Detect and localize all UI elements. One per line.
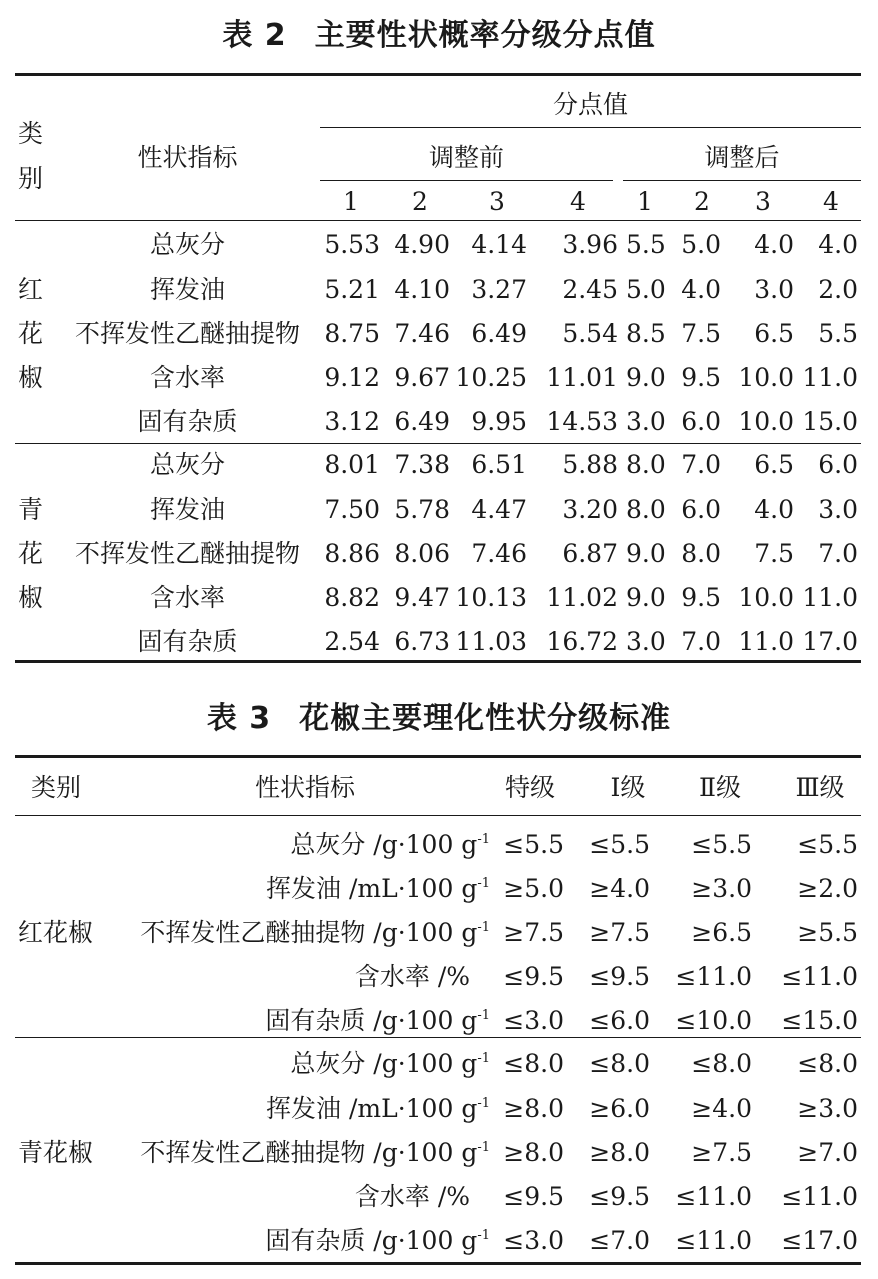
table2-col-number: 1 bbox=[637, 187, 653, 216]
table2-value-cell: 3.20 bbox=[562, 495, 618, 524]
table3-value-cell: ≤3.0 bbox=[503, 1006, 564, 1035]
table2-col-number: 2 bbox=[694, 187, 710, 216]
table2-header-after-rule bbox=[623, 180, 861, 181]
table2-header-before: 调整前 bbox=[428, 143, 504, 172]
table3-value-cell: ≥8.0 bbox=[503, 1094, 564, 1123]
table3-value-cell: ≤10.0 bbox=[675, 1006, 752, 1035]
table2-row-label: 总灰分 bbox=[149, 230, 225, 259]
table2-value-cell: 17.0 bbox=[802, 627, 858, 656]
table2-value-cell: 6.51 bbox=[471, 450, 527, 479]
table2-value-cell: 4.14 bbox=[471, 230, 527, 259]
table3-value-cell: ≥3.0 bbox=[691, 874, 752, 903]
table2-value-cell: 7.5 bbox=[754, 539, 794, 568]
table3-value-cell: ≥2.0 bbox=[797, 874, 858, 903]
table2-value-cell: 6.5 bbox=[754, 450, 794, 479]
table3-value-cell: ≤3.0 bbox=[503, 1226, 564, 1255]
table2-header-after: 调整后 bbox=[704, 143, 780, 172]
table3-caption bbox=[0, 693, 878, 737]
table3-header-cell: 性状指标 bbox=[254, 773, 355, 802]
table2-col-number: 3 bbox=[755, 187, 771, 216]
table3-value-cell: ≤8.0 bbox=[503, 1049, 564, 1078]
table3-row-label bbox=[110, 1184, 470, 1209]
table2-value-cell: 10.0 bbox=[738, 583, 794, 612]
table2-row-label: 总灰分 bbox=[149, 450, 225, 479]
table3-row-label bbox=[110, 1096, 490, 1121]
table2-value-cell: 2.54 bbox=[324, 627, 380, 656]
table3-header-cell: Ⅱ级 bbox=[699, 773, 741, 802]
table3-row-label-unit-exponent: -1 bbox=[477, 1096, 490, 1111]
table2-header-category-2: 别 bbox=[18, 164, 44, 193]
table3-top-rule bbox=[15, 755, 861, 758]
table2-category-char: 椒 bbox=[18, 583, 44, 612]
table3-row-label-unit-exponent: -1 bbox=[477, 1008, 490, 1023]
table2-value-cell: 6.0 bbox=[818, 450, 858, 479]
table2-value-cell: 7.0 bbox=[818, 539, 858, 568]
table2-row-label: 固有杂质 bbox=[137, 407, 238, 436]
table2-col-number: 1 bbox=[343, 187, 359, 216]
table2-value-cell: 8.86 bbox=[324, 539, 380, 568]
table2-value-cell: 6.49 bbox=[471, 319, 527, 348]
table2-value-cell: 4.10 bbox=[394, 275, 450, 304]
table2-value-cell: 8.75 bbox=[324, 319, 380, 348]
table3-header-cell: 类别 bbox=[30, 773, 81, 802]
table3-value-cell: ≤11.0 bbox=[675, 1182, 752, 1211]
table3-value-cell: ≥7.5 bbox=[691, 1138, 752, 1167]
table3-value-cell: ≤9.5 bbox=[589, 1182, 650, 1211]
table3-value-cell: ≤11.0 bbox=[675, 1226, 752, 1255]
table3-row-label-unit-exponent: -1 bbox=[477, 876, 490, 891]
table3-value-cell: ≥6.5 bbox=[691, 918, 752, 947]
table2-value-cell: 8.06 bbox=[394, 539, 450, 568]
table2-category-char: 青 bbox=[18, 495, 44, 524]
table3-header-cell: 特级 bbox=[504, 773, 555, 802]
table3-value-cell: ≤5.5 bbox=[503, 830, 564, 859]
table2-value-cell: 2.0 bbox=[818, 275, 858, 304]
table3-row-label bbox=[110, 1008, 490, 1033]
table2-value-cell: 11.0 bbox=[802, 363, 858, 392]
table2-value-cell: 7.38 bbox=[394, 450, 450, 479]
table2-value-cell: 3.0 bbox=[626, 627, 666, 656]
table2-value-cell: 5.21 bbox=[324, 275, 380, 304]
table3-group-divider bbox=[15, 1037, 861, 1038]
table3-value-cell: ≤9.5 bbox=[589, 962, 650, 991]
table3-category: 青花椒 bbox=[18, 1138, 94, 1167]
table3-row-label-text: 不挥发性乙醚抽提物 /g·100 g bbox=[140, 918, 478, 947]
table3-row-label bbox=[110, 1051, 490, 1076]
table2-value-cell: 6.73 bbox=[394, 627, 450, 656]
table2-col-number: 2 bbox=[412, 187, 428, 216]
table2-value-cell: 11.01 bbox=[546, 363, 618, 392]
table2-value-cell: 16.72 bbox=[546, 627, 618, 656]
table3-value-cell: ≤8.0 bbox=[589, 1049, 650, 1078]
table3-value-cell: ≤7.0 bbox=[589, 1226, 650, 1255]
table2-value-cell: 10.13 bbox=[455, 583, 527, 612]
table2-value-cell: 7.46 bbox=[394, 319, 450, 348]
table2-value-cell: 11.03 bbox=[455, 627, 527, 656]
table3-row-label bbox=[110, 1228, 490, 1253]
table3-value-cell: ≥7.0 bbox=[797, 1138, 858, 1167]
table2-value-cell: 10.0 bbox=[738, 363, 794, 392]
table2-value-cell: 4.90 bbox=[394, 230, 450, 259]
table2-value-cell: 9.0 bbox=[626, 583, 666, 612]
table2-value-cell: 5.53 bbox=[324, 230, 380, 259]
table2-value-cell: 3.96 bbox=[562, 230, 618, 259]
table2-header-points-rule bbox=[320, 127, 861, 128]
table2-value-cell: 2.45 bbox=[562, 275, 618, 304]
table3-value-cell: ≤5.5 bbox=[691, 830, 752, 859]
table3-value-cell: ≥7.5 bbox=[503, 918, 564, 947]
table3-row-label-text: 挥发油 /mL·100 g bbox=[266, 1094, 478, 1123]
table2-bottom-rule bbox=[15, 660, 861, 663]
table3-row-label-text: 固有杂质 /g·100 g bbox=[265, 1006, 478, 1035]
table2-value-cell: 8.01 bbox=[324, 450, 380, 479]
table2-value-cell: 5.5 bbox=[626, 230, 666, 259]
table3-title: 花椒主要理化性状分级标准 bbox=[299, 701, 672, 736]
table2-value-cell: 8.5 bbox=[626, 319, 666, 348]
table2-category-char: 红 bbox=[18, 275, 44, 304]
table2-header-bottom-rule bbox=[15, 220, 861, 221]
table2-header-points: 分点值 bbox=[552, 90, 628, 119]
table3-value-cell: ≥8.0 bbox=[503, 1138, 564, 1167]
table3-value-cell: ≥5.5 bbox=[797, 918, 858, 947]
table2-category-char: 花 bbox=[18, 319, 44, 348]
table3-row-label bbox=[110, 964, 470, 989]
table2-value-cell: 9.0 bbox=[626, 539, 666, 568]
table2-value-cell: 4.0 bbox=[754, 230, 794, 259]
table2-value-cell: 5.88 bbox=[562, 450, 618, 479]
table2-value-cell: 7.46 bbox=[471, 539, 527, 568]
table3-row-label-unit-exponent: -1 bbox=[477, 1051, 490, 1066]
table3-header-cell: Ⅲ级 bbox=[795, 773, 845, 802]
table2-value-cell: 8.82 bbox=[324, 583, 380, 612]
table2-value-cell: 10.25 bbox=[455, 363, 527, 392]
table3-value-cell: ≤11.0 bbox=[675, 962, 752, 991]
table2-value-cell: 7.5 bbox=[681, 319, 721, 348]
table2-value-cell: 9.5 bbox=[681, 583, 721, 612]
table2-value-cell: 4.0 bbox=[818, 230, 858, 259]
table2-value-cell: 6.87 bbox=[562, 539, 618, 568]
table3-row-label-unit-exponent: -1 bbox=[477, 920, 490, 935]
table3-value-cell: ≤9.5 bbox=[503, 1182, 564, 1211]
table2-col-number: 3 bbox=[489, 187, 505, 216]
table3-row-label-unit-exponent: -1 bbox=[477, 1228, 490, 1243]
table3-number: 表 3 bbox=[206, 701, 272, 736]
table3-value-cell: ≤17.0 bbox=[781, 1226, 858, 1255]
table2-value-cell: 5.0 bbox=[626, 275, 666, 304]
table2-category-char: 椒 bbox=[18, 363, 44, 392]
table2-value-cell: 4.47 bbox=[471, 495, 527, 524]
table3-row-label-text: 不挥发性乙醚抽提物 /g·100 g bbox=[140, 1138, 478, 1167]
table2-header-category-1: 类 bbox=[18, 119, 44, 148]
table2-row-label: 挥发油 bbox=[149, 495, 225, 524]
table3-row-label-unit-exponent: -1 bbox=[477, 832, 490, 847]
table3-value-cell: ≤6.0 bbox=[589, 1006, 650, 1035]
table2-row-label: 固有杂质 bbox=[137, 627, 238, 656]
table2-row-label: 挥发油 bbox=[149, 275, 225, 304]
table3-row-label-text: 总灰分 /g·100 g bbox=[290, 1049, 478, 1078]
table2-row-label: 含水率 bbox=[149, 363, 225, 392]
table3-value-cell: ≤5.5 bbox=[589, 830, 650, 859]
table3-row-label bbox=[110, 1140, 490, 1165]
table2-value-cell: 10.0 bbox=[738, 407, 794, 436]
table3-row-label bbox=[110, 832, 490, 857]
table3-header-bottom-rule bbox=[15, 815, 861, 816]
table2-value-cell: 3.0 bbox=[754, 275, 794, 304]
table3-row-label bbox=[110, 876, 490, 901]
table2-value-cell: 11.02 bbox=[546, 583, 618, 612]
table2-row-label: 不挥发性乙醚抽提物 bbox=[74, 319, 300, 348]
table2-group-divider bbox=[15, 443, 861, 444]
table2-number: 表 2 bbox=[222, 18, 287, 53]
table2-value-cell: 3.0 bbox=[818, 495, 858, 524]
table2-value-cell: 9.95 bbox=[471, 407, 527, 436]
table3-value-cell: ≥7.5 bbox=[589, 918, 650, 947]
table2-value-cell: 5.5 bbox=[818, 319, 858, 348]
table2-value-cell: 8.0 bbox=[626, 450, 666, 479]
table2-value-cell: 9.67 bbox=[394, 363, 450, 392]
table2-value-cell: 9.47 bbox=[394, 583, 450, 612]
table2-value-cell: 3.12 bbox=[324, 407, 380, 436]
table3-value-cell: ≤5.5 bbox=[797, 830, 858, 859]
table2-value-cell: 3.27 bbox=[471, 275, 527, 304]
table2-value-cell: 5.0 bbox=[681, 230, 721, 259]
table2-value-cell: 8.0 bbox=[681, 539, 721, 568]
table3-value-cell: ≥8.0 bbox=[589, 1138, 650, 1167]
table2-value-cell: 11.0 bbox=[738, 627, 794, 656]
table3-row-label-text: 含水率 /% bbox=[354, 962, 470, 991]
table2-row-label: 含水率 bbox=[149, 583, 225, 612]
table3-row-label-text: 含水率 /% bbox=[354, 1182, 470, 1211]
table2-value-cell: 4.0 bbox=[681, 275, 721, 304]
table2-value-cell: 9.12 bbox=[324, 363, 380, 392]
table2-value-cell: 7.0 bbox=[681, 450, 721, 479]
table2-col-number: 4 bbox=[570, 187, 586, 216]
table3-value-cell: ≤11.0 bbox=[781, 962, 858, 991]
table2-title: 主要性状概率分级分点值 bbox=[314, 18, 656, 53]
table2-value-cell: 8.0 bbox=[626, 495, 666, 524]
table2-category-char: 花 bbox=[18, 539, 44, 568]
table2-header-indicator: 性状指标 bbox=[137, 143, 238, 172]
table2-value-cell: 6.49 bbox=[394, 407, 450, 436]
table3-category: 红花椒 bbox=[18, 918, 94, 947]
table3-row-label-text: 总灰分 /g·100 g bbox=[290, 830, 478, 859]
table3-value-cell: ≤9.5 bbox=[503, 962, 564, 991]
table3-bottom-rule bbox=[15, 1262, 861, 1265]
table3-value-cell: ≤8.0 bbox=[797, 1049, 858, 1078]
table3-row-label bbox=[110, 920, 490, 945]
table3-value-cell: ≥4.0 bbox=[691, 1094, 752, 1123]
table2-top-rule bbox=[15, 73, 861, 76]
table2-value-cell: 5.54 bbox=[562, 319, 618, 348]
table2-value-cell: 4.0 bbox=[754, 495, 794, 524]
table3-value-cell: ≥3.0 bbox=[797, 1094, 858, 1123]
table2-value-cell: 11.0 bbox=[802, 583, 858, 612]
table2-value-cell: 7.0 bbox=[681, 627, 721, 656]
table2-value-cell: 6.0 bbox=[681, 495, 721, 524]
table2-value-cell: 9.0 bbox=[626, 363, 666, 392]
table2-value-cell: 15.0 bbox=[802, 407, 858, 436]
table2-value-cell: 7.50 bbox=[324, 495, 380, 524]
table3-value-cell: ≤15.0 bbox=[781, 1006, 858, 1035]
table3-header-cell: Ⅰ级 bbox=[610, 773, 646, 802]
table2-col-number: 4 bbox=[823, 187, 839, 216]
table3-value-cell: ≥5.0 bbox=[503, 874, 564, 903]
table3-row-label-text: 固有杂质 /g·100 g bbox=[265, 1226, 478, 1255]
table2-value-cell: 9.5 bbox=[681, 363, 721, 392]
table3-row-label-unit-exponent: -1 bbox=[477, 1140, 490, 1155]
table2-caption bbox=[0, 10, 878, 54]
table3-value-cell: ≤11.0 bbox=[781, 1182, 858, 1211]
table3-row-label-text: 挥发油 /mL·100 g bbox=[266, 874, 478, 903]
table3-value-cell: ≥6.0 bbox=[589, 1094, 650, 1123]
table2-value-cell: 6.0 bbox=[681, 407, 721, 436]
table2-row-label: 不挥发性乙醚抽提物 bbox=[74, 539, 300, 568]
table2-value-cell: 6.5 bbox=[754, 319, 794, 348]
table2-value-cell: 3.0 bbox=[626, 407, 666, 436]
table2-header-before-rule bbox=[320, 180, 613, 181]
table3-value-cell: ≤8.0 bbox=[691, 1049, 752, 1078]
table2-value-cell: 5.78 bbox=[394, 495, 450, 524]
table2-value-cell: 14.53 bbox=[546, 407, 618, 436]
table3-value-cell: ≥4.0 bbox=[589, 874, 650, 903]
